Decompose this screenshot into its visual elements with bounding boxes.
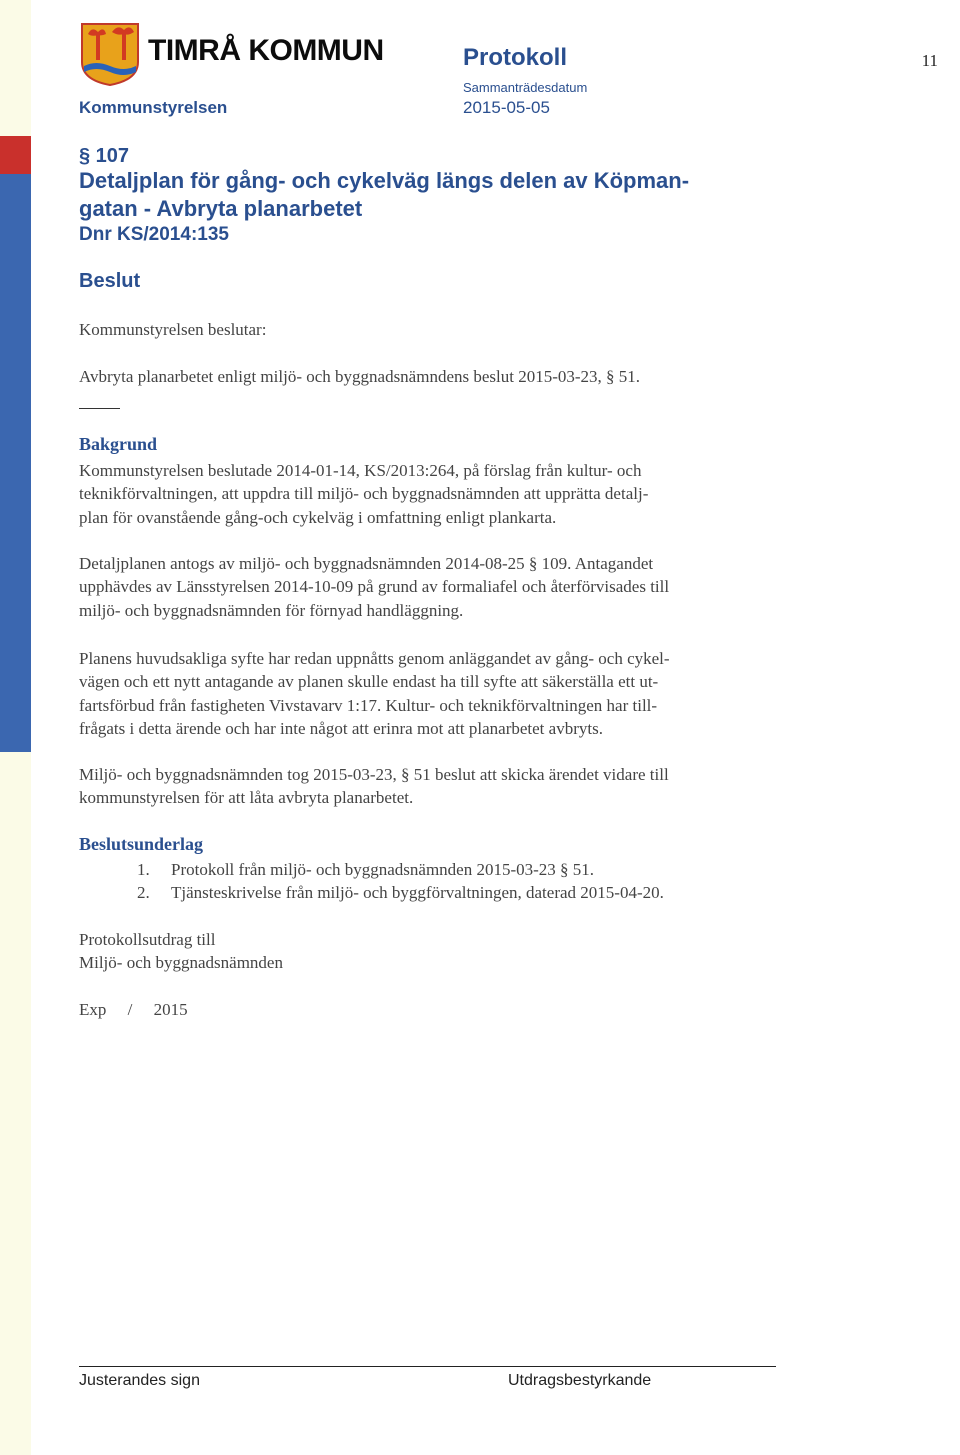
text-line: Miljö- och byggnadsnämnden tog 2015-03-23, § 51 beslut att skicka ärendet vidare till [79,765,669,784]
sidebar-red-block [0,136,31,174]
municipality-crest-logo [78,22,142,86]
list-item-text: Tjänsteskrivelse från miljö- och byggförvaltningen, daterad 2015-04-20. [171,883,664,902]
diary-number: Dnr KS/2014:135 [79,224,229,245]
text-line: vägen och ett nytt antagande av planen skulle endast ha till syfte att säkerställa ett ut- [79,672,659,692]
text-line: Kommunstyrelsen beslutade 2014-01-14, KS/2013:264, på förslag från kultur- och [79,461,642,480]
text-line: teknikförvaltningen, att uppdra till miljö- och byggnadsnämnden att upprätta detalj- [79,484,649,504]
separator-line [79,408,120,409]
dispatch-note: Exp / 2015 [79,1000,188,1019]
background-paragraph-1 [79,459,779,529]
text-line: miljö- och byggnadsnämnden för förnyad handläggning. [79,600,464,620]
signature-label-right: Utdragsbestyrkande [508,1372,652,1389]
text-line: plan för ovanstående gång-och cykelväg i omfattning enligt plankarta. [79,507,557,527]
page-number: 11 [921,51,938,70]
list-item-number: 1. [137,860,150,879]
background-paragraph-2 [79,552,779,622]
meeting-date-label: Sammanträdesdatum [463,80,588,95]
text-line: frågats i detta ärende och har inte något att erinra mot att planarbetet avbryts. [79,718,603,738]
decision-basis-heading: Beslutsunderlag [79,834,204,854]
list-item-number: 2. [137,883,150,902]
item-title-line-2: gatan - Avbryta planarbetet [79,196,363,221]
meeting-date: 2015-05-05 [463,98,550,117]
text-line: Planens huvudsakliga syfte har redan uppnåtts genom anläggandet av gång- och cykel- [79,649,670,668]
extract-label: Protokollsutdrag till [79,930,216,949]
item-title-line-1: Detaljplan för gång- och cykelväg längs delen av Köpman- [79,168,690,193]
background-paragraph-3 [79,647,779,740]
list-item [137,881,664,904]
signature-line [79,1366,776,1367]
list-item [137,858,594,881]
extract-recipient: Miljö- och byggnadsnämnden [79,953,283,972]
text-line: upphävdes av Länsstyrelsen 2014-10-09 på grund av formaliafel och återförvisades till [79,577,670,597]
document-type: Protokoll [463,44,568,71]
decision-heading: Beslut [79,270,141,292]
signature-label-left: Justerandes sign [79,1372,200,1389]
text-line: fartsförbud från fastigheten Vivstavarv 1:17. Kultur- och teknikförvaltningen har till- [79,695,658,715]
text-line: Detaljplanen antogs av miljö- och byggnadsnämnden 2014-08-25 § 109. Antagandet [79,554,654,573]
sidebar-blue-block [0,174,31,752]
decision-text: Avbryta planarbetet enligt miljö- och byggnadsnämndens beslut 2015-03-23, § 51. [79,367,641,386]
background-heading: Bakgrund [79,434,158,454]
decision-intro: Kommunstyrelsen beslutar: [79,320,267,339]
text-line: kommunstyrelsen för att låta avbryta planarbetet. [79,788,414,808]
background-paragraph-4 [79,763,779,810]
item-number: § 107 [79,145,130,167]
department-name: Kommunstyrelsen [79,98,228,117]
org-name: TIMRÅ KOMMUN [148,34,384,67]
list-item-text: Protokoll från miljö- och byggnadsnämnden 2015-03-23 § 51. [171,860,595,879]
